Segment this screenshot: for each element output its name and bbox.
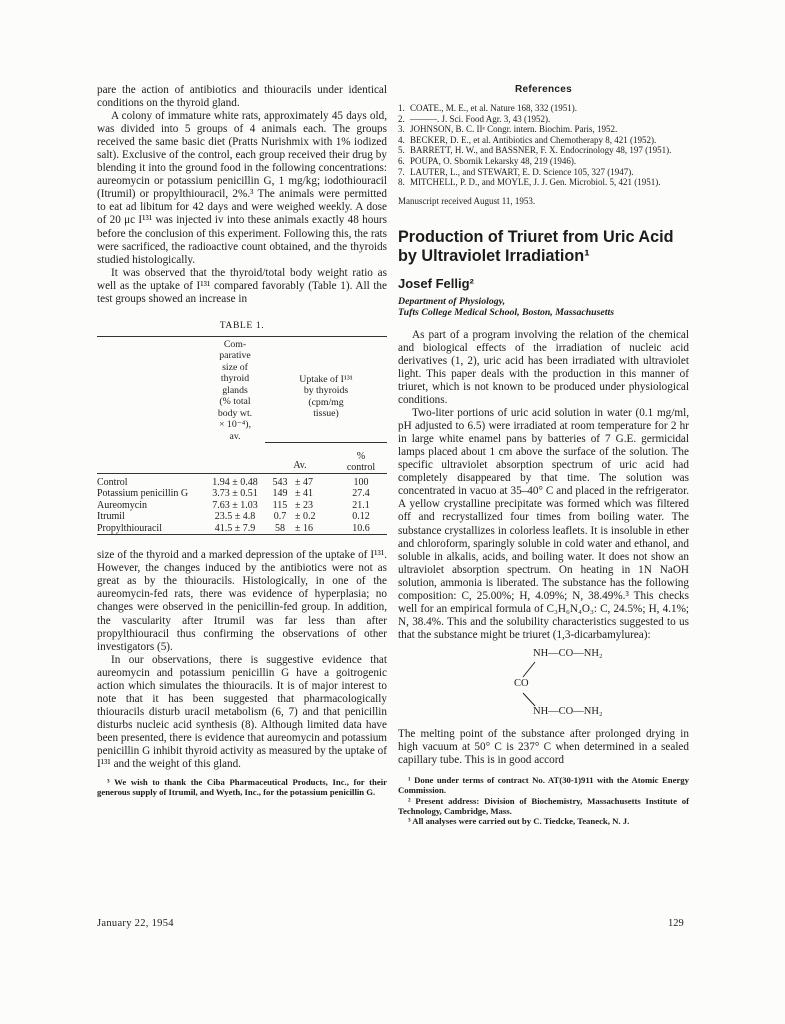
reference-item: 4. BECKER, D. E., et al. Antibiotics and Chemotherapy 8, 421 (1952).: [398, 134, 657, 145]
reference-item: 1. COATE., M. E., et al. Nature 168, 332 (1951).: [398, 103, 577, 113]
av-subheader: Av.: [293, 460, 307, 472]
reference-item: 5. BARRETT, H. W., and BASSNER, F. X. Endocrinology 48, 197 (1951).: [398, 145, 672, 156]
right-footnotes: [398, 775, 689, 826]
uptake-column-header: Uptake of I¹³¹ by thyroids (cpm/mg tissue): [299, 373, 353, 420]
percent-control-subheader: % control: [346, 450, 376, 473]
right-paragraph-1: As part of a program involving the relation of the chemical and biological effects of the irradiation of nucleic acid derivatives (1, 2), uric acid has been irradiated with ultraviolet light. This paper deals with the production in this manner of triuret, which is not known to be produced under physiological conditions.: [398, 328, 689, 407]
table-row: Propylthiouracil 41.5 ± 7.9 58 ± 16 10.6: [97, 522, 370, 534]
left-footnotes: [97, 777, 387, 798]
structure-bottom-group: NH—CO—NH₂: [533, 705, 603, 717]
footer-date: January 22, 1954: [97, 918, 174, 929]
table-title: TABLE 1.: [219, 319, 265, 331]
references-heading: References: [515, 84, 572, 95]
left-column: [97, 84, 387, 798]
table-row: Aureomycin 7.63 ± 1.03 115 ± 23 21.1: [97, 499, 370, 511]
right-column: [398, 84, 689, 827]
right-paragraph-2: Two-liter portions of uric acid solution in water (0.1 mg/ml, pH adjusted to 6.5) were irradiated at room temperature for 2 hr in large white enamel pans by batteries of 7 G.E. germicidal lamps placed about 1 cm above the surface of the solution. The specific ultraviolet absorption spectrum of uric acid had completely disappeared by that time. The solution was concentrated in vacuo at 35–40° C and placed in the refrigerator. A yellow crystalline precipitate was formed which was filtered off and recrystallized four times from boiling water. The substance crystallizes in colorless leaflets. It is insoluble in ether and chloroform, sparingly soluble in cold water and ethanol, and soluble in alkalis, acids, and boiling water. It does not show an ultraviolet absorption spectrum. On heating in 1N NaOH solution, ammonia is liberated. The substance has the following composition: C, 25.00%; H, 4.09%; N, 38.49%.³ This checks well for an empirical formula of C₃H₆N₄O₃: C, 24.5%; H, 4.1%; N, 38.4%. This and the solubility characteristics suggested to us that the substance might be triuret (1,3-dicarbamylurea):: [398, 407, 689, 641]
manuscript-received: Manuscript received August 11, 1953.: [398, 195, 536, 206]
left-paragraph-1: pare the action of antibiotics and thiouracils under identical conditions on the thyroid gland.: [97, 84, 387, 110]
reference-item: 3. JOHNSON, B. C. IIᵉ Congr. intern. Biochim. Paris, 1952.: [398, 124, 618, 135]
structure-carbonyl: CO: [514, 677, 529, 689]
author-affiliation: Department of Physiology, Tufts College Medical School, Boston, Massachusetts: [398, 295, 615, 319]
left-paragraph-3: It was observed that the thyroid/total body weight ratio as well as the uptake of I¹³¹ compared favorably (Table 1). All the test groups showed an increase in: [97, 266, 387, 305]
reference-item: 2. ———. J. Sci. Food Agr. 3, 43 (1952).: [398, 113, 551, 124]
size-column-header: Com- parative size of thyroid glands (% total body wt. × 10⁻⁴), av.: [217, 338, 253, 442]
table-header-row: [97, 339, 387, 443]
footnote-1: ¹ Done under terms of contract No. AT(30-1)911 with the Atomic Energy Commission.: [398, 775, 689, 796]
reference-item: 7. LAUTER, L., and STEWART, E. D. Science 105, 327 (1947).: [398, 166, 634, 177]
left-paragraph-2: A colony of immature white rats, approximately 45 days old, was divided into 5 groups of 4 animals each. The groups received the same basic diet (Pratts Nurishmix with 1% iodized salt). Exclusive of the control, each group received their drug by blending it into the ground food in the following concentrations: aureomycin or potassium penicillin G, 1 mg/kg; iodothiouracil (Itrumil) or propylthiouracil, 2%.³ The animals were permitted to eat ad libitum for 42 days and were weighed weekly. A dose of 20 μc I¹³¹ was injected iv into these animals exactly 48 hours before the conclusion of this experiment. Following this, the rats were sacrificed, the radioactive count obtained, and the thyroids studied histologically.: [97, 110, 387, 266]
left-paragraph-4: size of the thyroid and a marked depression of the uptake of I¹³¹. However, the changes induced by the antibiotics were not as great as by the thiouracils. Histologically, in one of the aureomycin-fed rats, there was evidence of hyperplasia; no changes were observed in the penicillin-fed group. In addition, the vascularity after Itrumil was far less than after propylthiouracil thus confirming the observations of other investigators (5).: [97, 549, 387, 653]
reference-item: 8. MITCHELL, P. D., and MOYLE, J. J. Gen. Microbiol. 5, 421 (1951).: [398, 177, 661, 188]
structure-top-group: NH—CO—NH₂: [533, 647, 603, 659]
page-number: 129: [668, 918, 684, 929]
author-name: Josef Fellig²: [398, 275, 474, 291]
table-row: Control 1.94 ± 0.48 543 ± 47 100: [97, 476, 369, 488]
footnote-3: ³ We wish to thank the Ciba Pharmaceutical Products, Inc., for their generous supply of Itrumil, and Wyeth, Inc., for the potassium penicillin G.: [97, 777, 387, 798]
article-title: Production of Triuret from Uric Acid by Ultraviolet Irradiation¹: [398, 227, 674, 265]
table-row: Itrumil 23.5 ± 4.8 0.7 ± 0.2 0.12: [97, 511, 370, 523]
left-paragraph-5: In our observations, there is suggestive evidence that aureomycin and potassium penicillin G have a goitrogenic action which simulates the thiouracils. It is of major interest to note that it has been suggested that pharmacologically thiouracils disturb uracil metabolism (6, 7) and that penicillin disturbs nucleic acid synthesis (8). Although limited data have been presented, there is evidence that aureomycin and potassium penicillin G inhibit thyroid activity as measured by the uptake of I¹³¹ and the weight of this gland.: [97, 653, 387, 771]
references-list: [398, 103, 689, 188]
right-paragraph-3: The melting point of the substance after prolonged drying in high vacuum at 50° C is 237° C when determined in a sealed capillary tube. This is in good accord: [398, 727, 689, 767]
reference-item: 6. POUPA, O. Sbornik Lekarsky 48, 219 (1946).: [398, 155, 577, 166]
results-table: [97, 336, 387, 550]
footnote-3b: ³ All analyses were carried out by C. Tiedcke, Teaneck, N. J.: [408, 816, 630, 827]
table-subheader-row: [97, 447, 387, 474]
table-row: Potassium penicillin G 3.73 ± 0.51 149 ± 41 27.4: [97, 488, 370, 500]
table-bottom-rule: [97, 535, 387, 550]
triuret-structure: [398, 646, 689, 724]
footnote-2: ² Present address: Division of Biochemistry, Massachusetts Institute of Technology, Cambridge, Mass.: [398, 795, 689, 816]
